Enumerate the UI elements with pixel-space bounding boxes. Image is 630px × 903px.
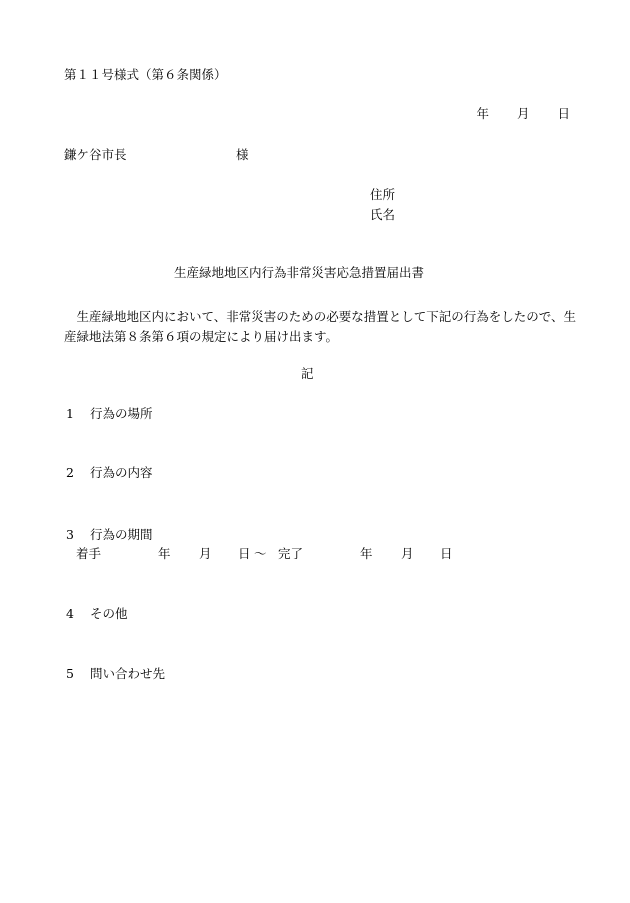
document-title: 生産緑地地区内行為非常災害応急措置届出書 [174, 265, 425, 280]
item-number: 5 [66, 666, 74, 681]
name-label: 氏名 [370, 207, 396, 222]
item-label: 行為の場所 [90, 406, 153, 421]
ki-heading: 記 [301, 366, 314, 381]
date-line [476, 106, 570, 122]
recipient-honorific: 様 [236, 147, 249, 162]
date-year: 年 [476, 106, 489, 121]
period-end-label: 完了 [278, 546, 304, 561]
body-text: 生産緑地地区内において、非常災害のための必要な措置として下記の行為をしたので、生産緑地法第８条第６項の規定により届け出ます。 [64, 309, 577, 344]
item-other [66, 606, 128, 622]
recipient-title: 鎌ケ谷市長 [64, 147, 127, 162]
date-day: 日 [557, 106, 570, 121]
period-start-day: 日 [238, 546, 251, 561]
period-tilde: ～ [254, 546, 267, 561]
period-start-year: 年 [158, 546, 171, 561]
period-end-year: 年 [360, 546, 373, 561]
item-number: 4 [66, 606, 74, 621]
period-end-month: 月 [401, 546, 414, 561]
item-contact [66, 666, 165, 682]
period-start-month: 月 [199, 546, 212, 561]
period-start-label: 着手 [76, 546, 102, 561]
item-number: 3 [66, 527, 74, 542]
item-number: 2 [66, 465, 74, 480]
recipient [64, 147, 249, 163]
item-period [66, 527, 153, 543]
form-number: 第１１号様式（第６条関係） [64, 67, 227, 82]
period-line [76, 546, 453, 562]
item-label: 行為の内容 [90, 465, 153, 480]
item-place [66, 406, 153, 422]
item-label: 行為の期間 [90, 527, 153, 542]
period-end-day: 日 [440, 546, 453, 561]
address-label: 住所 [370, 187, 396, 202]
item-content [66, 465, 153, 481]
item-label: その他 [90, 606, 128, 621]
date-month: 月 [516, 106, 530, 121]
item-number: 1 [66, 406, 74, 421]
item-label: 問い合わせ先 [90, 666, 166, 681]
